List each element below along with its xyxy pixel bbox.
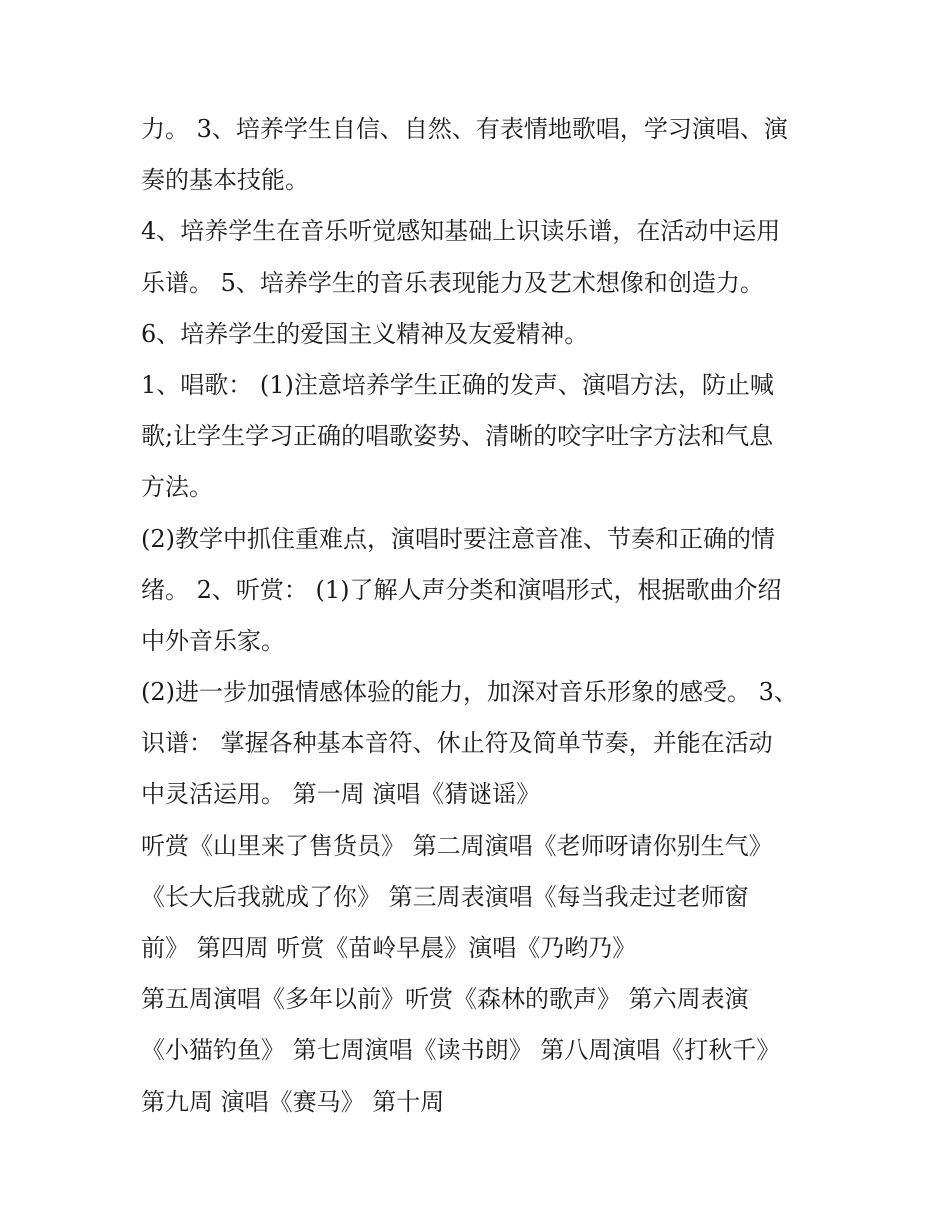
text-line: 1、唱歌： (1)注意培养学生正确的发声、演唱方法，防止喊: [141, 370, 774, 399]
text-line: (2)进一步加强情感体验的能力，加深对音乐形象的感受。 3、: [141, 678, 798, 707]
text-line: 4、培养学生在音乐听觉感知基础上识读乐谱，在活动中运用: [141, 217, 781, 246]
text-line: 前》 第四周 听赏《苗岭早晨》演唱《乃哟乃》: [141, 934, 637, 962]
body-text: [141, 104, 831, 1128]
text-line: 乐谱。 5、培养学生的音乐表现能力及艺术想像和创造力。: [141, 268, 764, 297]
text-line: 奏的基本技能。: [141, 166, 309, 195]
text-line: 第九周 演唱《赛马》 第十周: [141, 1087, 445, 1116]
text-line: 中外音乐家。: [141, 626, 285, 655]
text-line: 《长大后我就成了你》 第三周表演唱《每当我走过老师窗: [141, 882, 749, 911]
text-line: (2)教学中抓住重难点，演唱时要注意音准、节奏和正确的情: [141, 524, 775, 553]
text-line: 第五周演唱《多年以前》听赏《森林的歌声》 第六周表演: [141, 985, 749, 1014]
text-line: 《小猫钓鱼》 第七周演唱《读书朗》 第八周演唱《打秋千》: [141, 1036, 781, 1065]
text-line: 方法。: [141, 473, 213, 502]
text-line: 绪。 2、听赏： (1)了解人声分类和演唱形式，根据歌曲介绍: [141, 575, 782, 604]
text-line: 力。 3、培养学生自信、自然、有表情地歌唱，学习演唱、演: [141, 115, 788, 143]
text-line: 歌;让学生学习正确的唱歌姿势、清晰的咬字吐字方法和气息: [141, 422, 774, 451]
text-line: 6、培养学生的爱国主义精神及友爱精神。: [141, 319, 589, 348]
text-line: 识谱： 掌握各种基本音符、休止符及简单节奏，并能在活动: [141, 729, 773, 758]
text-line: 听赏《山里来了售货员》 第二周演唱《老师呀请你别生气》: [141, 831, 773, 860]
text-line: 中灵活运用。 第一周 演唱《猜谜谣》: [141, 780, 541, 809]
